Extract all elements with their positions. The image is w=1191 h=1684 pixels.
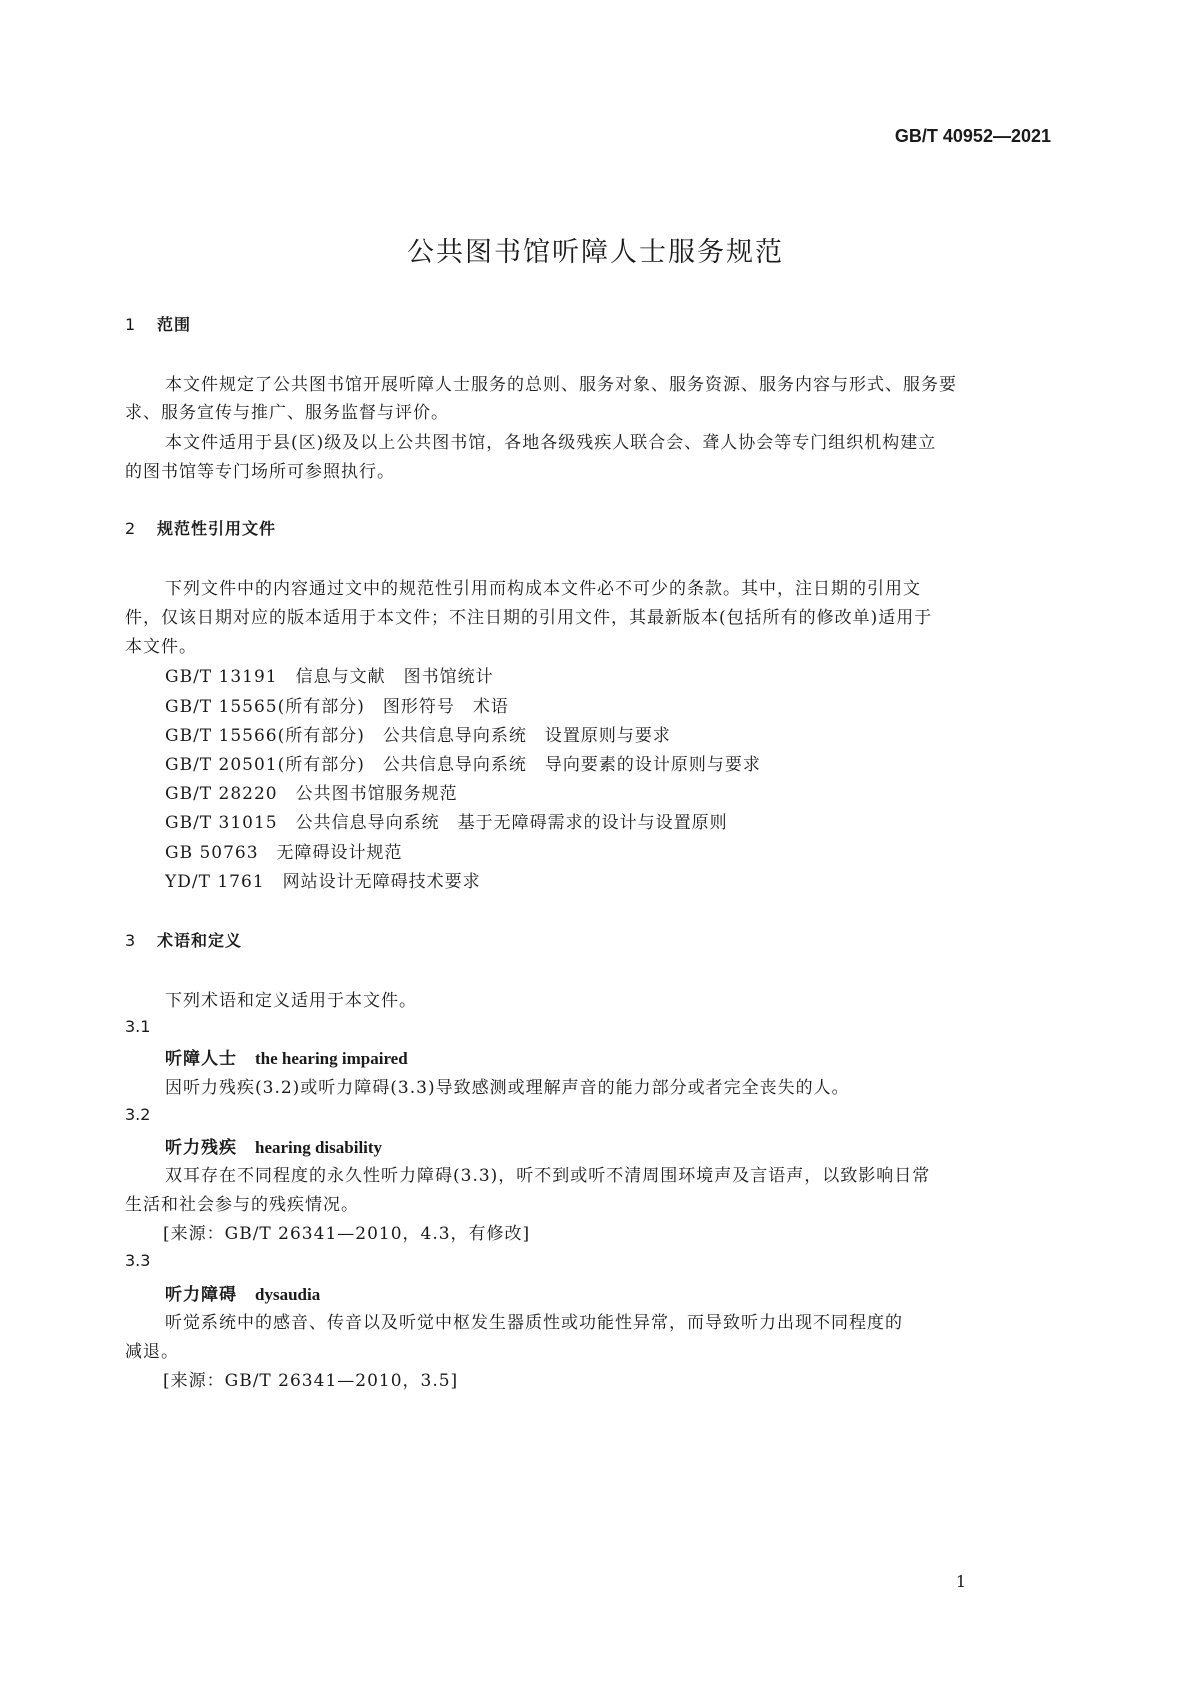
reference-item: GB/T 28220 公共图书馆服务规范	[165, 784, 458, 804]
term-heading	[165, 1044, 408, 1069]
term-heading	[165, 1280, 320, 1305]
section-title: 术语和定义	[157, 931, 243, 950]
section-number: 3	[125, 931, 136, 950]
section-2-heading	[125, 516, 276, 539]
reference-item: GB 50763 无障碍设计规范	[165, 843, 403, 863]
reference-item: GB/T 20501(所有部分) 公共信息导向系统 导向要素的设计原则与要求	[165, 755, 761, 775]
standard-code: GB/T 40952—2021	[894, 126, 1051, 146]
reference-item: GB/T 15565(所有部分) 图形符号 术语	[165, 697, 509, 717]
paragraph-line: 本文件规定了公共图书馆开展听障人士服务的总则、服务对象、服务资源、服务内容与形式、服务要	[165, 375, 957, 395]
section-number: 2	[125, 519, 136, 538]
section-title: 规范性引用文件	[157, 519, 277, 538]
page-number: 1	[955, 1572, 966, 1591]
paragraph-line: 件，仅该日期对应的版本适用于本文件；不注日期的引用文件，其最新版本(包括所有的修改单)适用于	[125, 608, 933, 628]
clause-number: 3.1	[125, 1017, 151, 1036]
paragraph-line: 求、服务宣传与推广、服务监督与评价。	[125, 403, 449, 423]
definition-line: 生活和社会参与的残疾情况。	[125, 1195, 359, 1215]
clause-number: 3.2	[125, 1105, 151, 1124]
section-3-heading	[125, 928, 242, 951]
term-en: dysaudia	[255, 1285, 321, 1304]
term-zh: 听力残疾	[165, 1138, 237, 1158]
definition-line: 听觉系统中的感音、传音以及听觉中枢发生器质性或功能性异常，而导致听力出现不同程度的	[165, 1313, 903, 1333]
paragraph-line: 下列术语和定义适用于本文件。	[165, 991, 417, 1011]
reference-item: YD/T 1761 网站设计无障碍技术要求	[165, 872, 481, 892]
term-heading	[165, 1133, 382, 1158]
term-en: the hearing impaired	[255, 1049, 408, 1068]
paragraph-line: 下列文件中的内容通过文中的规范性引用而构成本文件必不可少的条款。其中，注日期的引用文	[165, 579, 921, 599]
paragraph-line: 本文件。	[125, 637, 197, 657]
definition-line: 减退。	[125, 1342, 179, 1362]
source-note: [来源：GB/T 26341—2010，4.3，有修改]	[163, 1224, 531, 1244]
term-zh: 听力障碍	[165, 1285, 237, 1305]
reference-item: GB/T 13191 信息与文献 图书馆统计	[165, 667, 494, 687]
reference-item: GB/T 15566(所有部分) 公共信息导向系统 设置原则与要求	[165, 726, 671, 746]
source-note: [来源：GB/T 26341—2010，3.5]	[163, 1371, 459, 1391]
reference-item: GB/T 31015 公共信息导向系统 基于无障碍需求的设计与设置原则	[165, 813, 728, 833]
section-1-heading	[125, 312, 191, 335]
definition-line: 因听力残疾(3.2)或听力障碍(3.3)导致感测或理解声音的能力部分或者完全丧失的人。	[165, 1078, 850, 1098]
paragraph-line: 本文件适用于县(区)级及以上公共图书馆，各地各级残疾人联合会、聋人协会等专门组织机构建立	[165, 433, 937, 453]
term-zh: 听障人士	[165, 1049, 237, 1069]
paragraph-line: 的图书馆等专门场所可参照执行。	[125, 462, 395, 482]
term-en: hearing disability	[255, 1138, 383, 1157]
clause-number: 3.3	[125, 1251, 151, 1270]
definition-line: 双耳存在不同程度的永久性听力障碍(3.3)，听不到或听不清周围环境声及言语声，以致影响日常	[165, 1166, 931, 1186]
section-number: 1	[125, 315, 136, 334]
section-title: 范围	[157, 315, 192, 334]
document-title: 公共图书馆听障人士服务规范	[407, 237, 784, 268]
